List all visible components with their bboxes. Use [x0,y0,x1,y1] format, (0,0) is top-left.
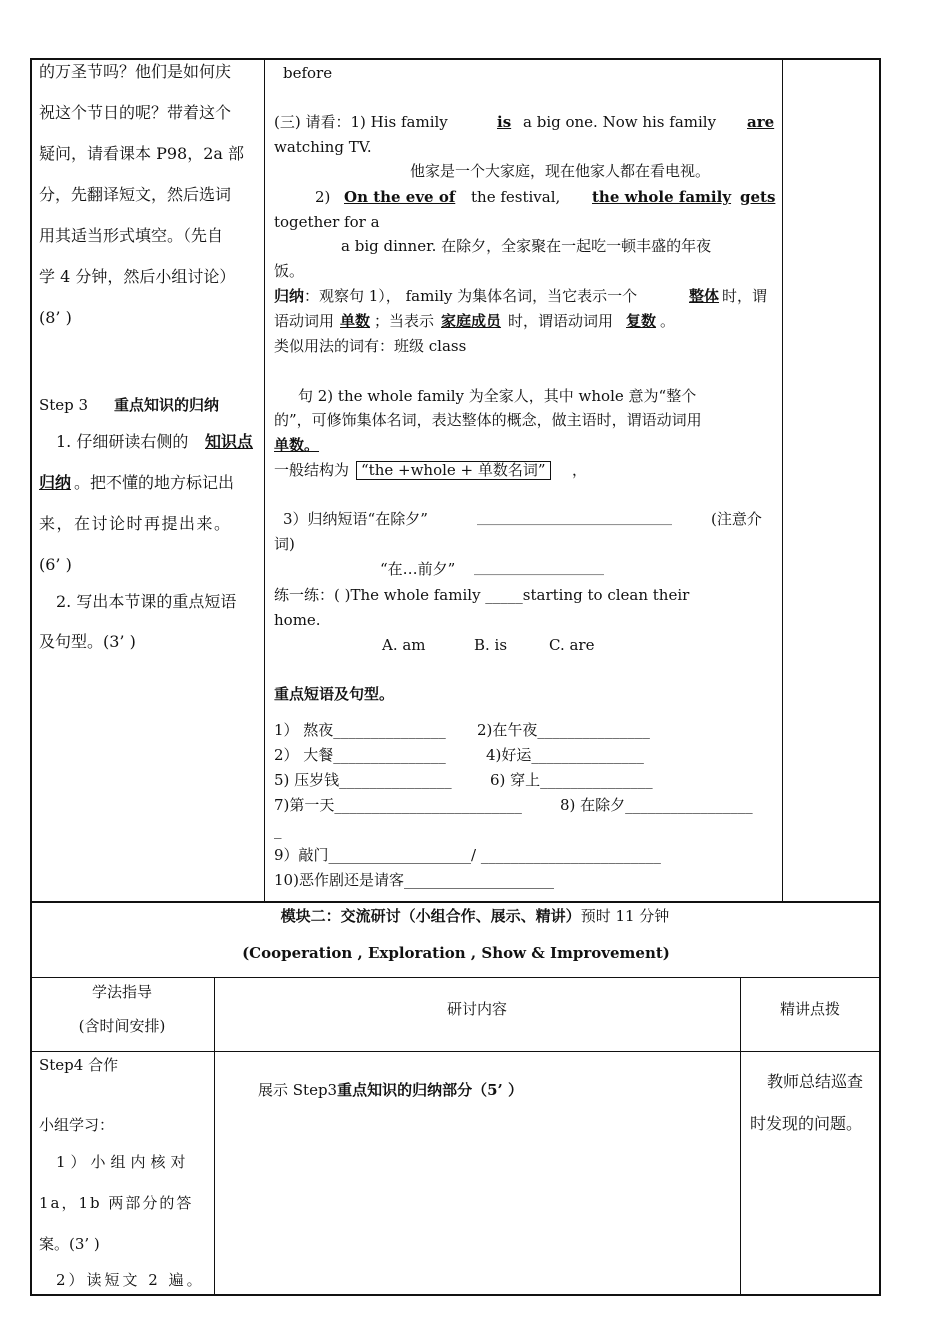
group-item: 1）小组内核对 [56,1153,191,1171]
s4-c: together for a [274,213,380,231]
s3-are: are [747,113,775,131]
s4-a: 2) [315,188,331,206]
p3-b: (注意介 [711,510,762,528]
phrase-item: 4)好运_______________ [486,746,644,764]
item1-key2: 归纳 [39,473,72,492]
rule [879,58,881,1296]
struct-a: 一般结构为 [274,461,350,479]
content-step: 展示 Step3 [258,1081,338,1099]
s3-cn: 他家是一个大家庭，现在他家人都在看电视。 [410,162,711,180]
rule [30,1051,881,1052]
phrase-item: 1） 熬夜_______________ [274,721,446,739]
g2-d: 。 [660,312,676,330]
item1-key: 知识点 [205,432,254,451]
s3-b: a big one. Now his family [523,113,717,131]
before-text: before [283,64,333,82]
j2-b: 的”，可修饰集体名词，表达整体的概念，做主语时，谓语动词用 [274,411,702,429]
rule [30,1294,881,1296]
s3-is: is [497,113,512,131]
phrase-item: 5) 压岁钱_______________ [274,771,452,789]
s4-b: the festival, [471,188,561,206]
exercise-b: home. [274,611,321,629]
s4-e: 饭。 [274,262,305,280]
left-line: 疑问，请看课本 P98，2a 部 [39,144,245,163]
p3-blank: ______________________________ [477,511,672,526]
left-line: (8’ ) [39,308,72,327]
group-item: 1a，1b 两部分的答 [39,1194,194,1212]
left-line: 的万圣节吗？他们是如何庆 [39,62,232,81]
rule [30,58,881,60]
similar-words: 类似用法的词有：班级 class [274,337,467,355]
step4-label: Step4 合作 [39,1056,119,1074]
struct-box: “the +whole + 单数名词” [356,461,551,480]
item1-time: (6’ ) [39,555,72,574]
module2-title [0,909,950,924]
group-item: 2）读短文 2 遍。 [56,1271,205,1289]
rule [782,58,783,902]
g2-a: 语动词用 [274,312,335,330]
s4-d: a big dinner. 在除夕，全家聚在一起吃一顿丰盛的年夜 [341,237,712,255]
s4-whole: the whole family [592,188,732,206]
s4-on: On the eve of [344,188,456,206]
struct-b: ， [572,461,588,479]
g2-member: 家庭成员 [441,312,502,330]
group-label: 小组学习： [39,1116,115,1134]
p3-a: 3）归纳短语“在除夕” [283,510,428,528]
step3-title: 重点知识的归纳 [114,396,220,414]
module2-title-time: 预时 11 分钟 [580,907,670,925]
g2-plural: 复数 [626,312,657,330]
phrase-item: _ [274,821,282,839]
tip-line: 教师总结巡查 [767,1072,864,1091]
phrase-item: 2)在午夜_______________ [477,721,650,739]
module2-subtitle: (Cooperation , Exploration , Show & Improvement) [242,944,670,962]
option-b: B. is [474,636,508,654]
rule [214,977,215,1295]
phrase-item: 7)第一天_________________________ [274,796,522,814]
rule [30,977,881,978]
j2-c: 单数。 [274,436,320,454]
left-line: 用其适当形式填空。（先自 [39,226,224,245]
item1-text3: 来，在讨论时再提出来。 [39,514,232,533]
content-text [258,1083,523,1098]
left-line: 分，先翻译短文，然后选词 [39,185,232,204]
g1-label: 归纳 [274,287,305,305]
module2-title-main: 模块二：交流研讨（小组合作、展示、精讲） [280,907,581,925]
left-line: 学 4 分钟，然后小组讨论） [39,267,236,286]
g1-b: 时，谓 [722,287,768,305]
g2-single: 单数 [340,312,371,330]
phrase-item: 8) 在除夕_________________ [560,796,753,814]
rule [30,901,881,903]
g1-a: ：观察句 1）， family 为集体名词，当它表示一个 [304,287,638,305]
header-method: 学法指导 [91,983,152,1001]
g2-b: ；当表示 [374,312,435,330]
rule [30,58,32,1296]
header-tips: 精讲点拨 [779,1000,840,1018]
g2-c: 时，谓语动词用 [508,312,614,330]
s3-c: watching TV. [274,138,372,156]
phrase-item: 6) 穿上_______________ [490,771,653,789]
step3-label: Step 3 [39,396,89,414]
phrases-title: 重点短语及句型。 [274,685,395,703]
tip-line: 时发现的问题。 [750,1114,863,1133]
s4-gets: gets [740,188,776,206]
header-content: 研讨内容 [446,1000,507,1018]
p3-blank2: ____________________ [474,561,604,576]
p3-d: “在…前夕” [380,560,456,578]
header-method-time: (含时间安排) [78,1017,166,1035]
option-a: A. am [382,636,426,654]
left-line: 祝这个节日的呢？带着这个 [39,103,232,122]
rule [740,977,741,1295]
phrase-item: 10)恶作剧还是请客____________________ [274,871,554,889]
group-item: 案。(3’ ) [39,1235,100,1253]
item2-text: 2. 写出本节课的重点短语 [56,592,237,611]
item1-text: 1. 仔细研读右侧的 [56,432,189,451]
option-c: C. are [549,636,595,654]
content-focus: 重点知识的归纳部分（5’ ） [337,1081,523,1099]
exercise-a: 练一练：( )The whole family _____starting to clean their [274,586,690,604]
g1-whole: 整体 [689,287,720,305]
j2-a: 句 2) the whole family 为全家人，其中 whole 意为“整个 [298,387,697,405]
item2-text2: 及句型。(3’ ) [39,632,136,651]
phrase-item: 2） 大餐_______________ [274,746,446,764]
rule [264,58,265,902]
p3-c: 词) [274,535,295,553]
item1-text2: 。把不懂的地方标记出 [74,473,235,492]
s3-a: (三) 请看：1) His family [274,113,448,131]
phrase-item: 9）敲门___________________/ ________________________ [274,846,661,864]
